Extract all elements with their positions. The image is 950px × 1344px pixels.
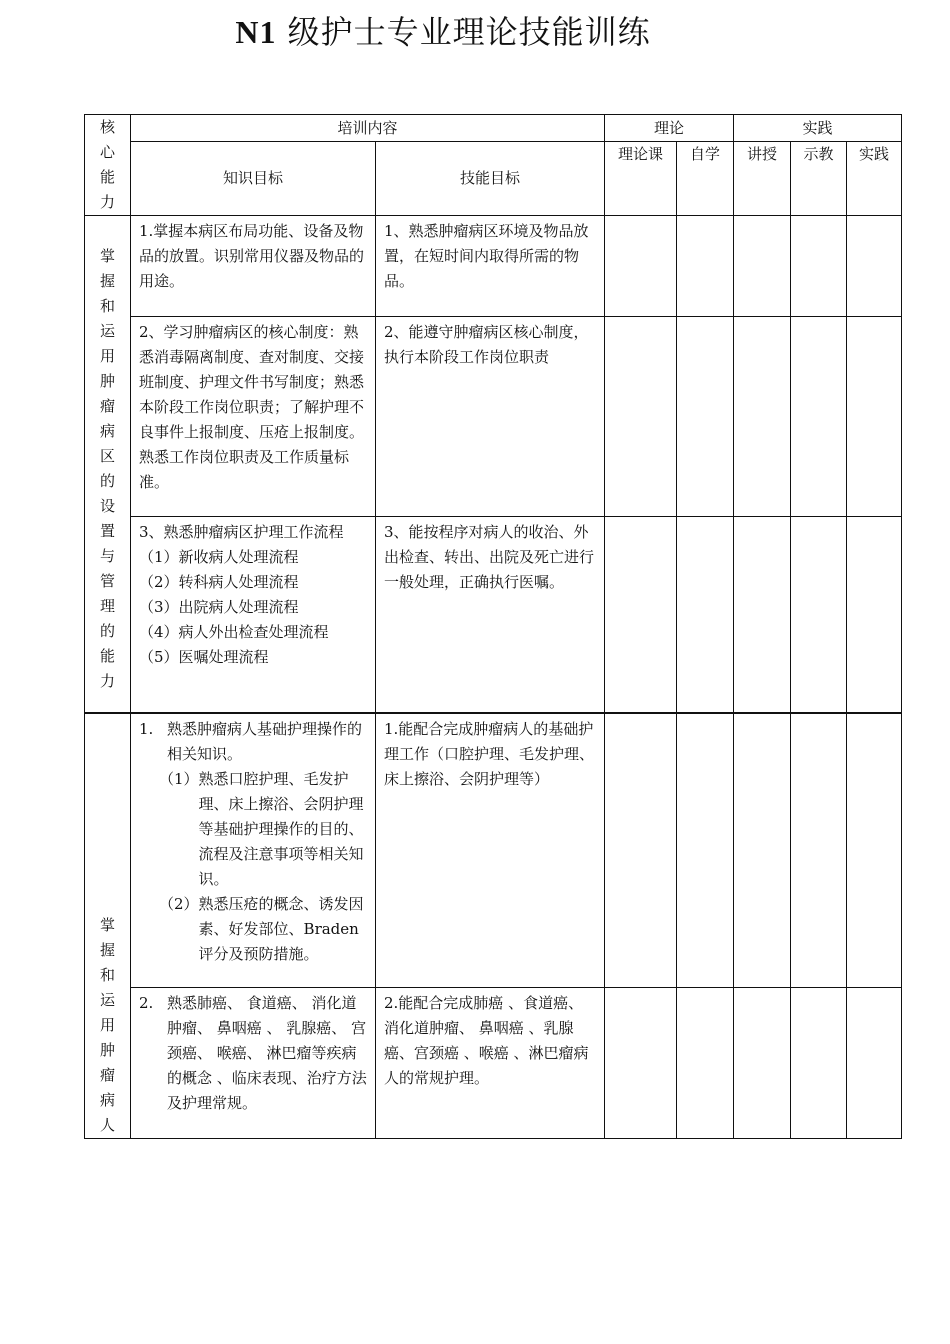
s2-row2-knowledge-text: 熟悉肺癌、 食道癌、 消化道肿瘤、 鼻咽癌 、 乳腺癌、 宫颈癌、 喉癌、 淋巴瘤等疾病的概念 、临床表现、治疗方法及护理常规。 <box>167 993 367 1112</box>
s2-row2-num: 2. <box>139 993 154 1012</box>
s2-row2-self-study <box>677 987 734 1138</box>
list-item: （2）转科病人处理流程 <box>139 573 299 591</box>
s1-row3-theory-class <box>605 517 677 713</box>
header-knowledge-goal: 知识目标 <box>131 142 376 216</box>
s2-row2-skill: 2.能配合完成肺癌 、食道癌、消化道肿瘤、 鼻咽癌 、乳腺癌、宫颈癌 、喉癌 、淋巴瘤病人的常规护理。 <box>376 987 605 1138</box>
list-item: （1）新收病人处理流程 <box>139 548 299 566</box>
s1-row3-demo <box>791 517 847 713</box>
s1-row2-self-study <box>677 317 734 517</box>
s1-row1-practice <box>847 216 902 317</box>
s1-row3-lecture <box>734 517 791 713</box>
s2-row1-practice <box>847 713 902 988</box>
s2-row1-num: 1. <box>139 719 154 738</box>
s1-row3-skill: 3、能按程序对病人的收治、外出检查、转出、出院及死亡进行一般处理，正确执行医嘱。 <box>376 517 605 713</box>
s1-row1-self-study <box>677 216 734 317</box>
s2-row2-knowledge <box>131 987 376 1138</box>
s1-row1-skill: 1、熟悉肿瘤病区环境及物品放置，在短时间内取得所需的物品。 <box>376 216 605 317</box>
s2-row2-lecture <box>734 987 791 1138</box>
header-practice-col: 实践 <box>847 142 902 216</box>
header-theory: 理论 <box>605 115 734 142</box>
page-title: N1 级护士专业理论技能训练 <box>235 13 651 51</box>
header-training-content: 培训内容 <box>131 115 605 142</box>
s1-row3-knowledge-title: 3、熟悉肿瘤病区护理工作流程 <box>139 523 344 541</box>
s2-sub1-num: （1） <box>159 769 199 788</box>
s2-row1-theory-class <box>605 713 677 988</box>
s2-row1-demo <box>791 713 847 988</box>
s2-row2-practice <box>847 987 902 1138</box>
s2-sub2-text: 熟悉压疮的概念、诱发因素、好发部位、Braden 评分及预防措施。 <box>198 894 364 963</box>
s2-row1-lecture <box>734 713 791 988</box>
s2-sub1-text: 熟悉口腔护理、毛发护理、床上擦浴、会阴护理等基础护理操作的目的、流程及注意事项等相关知识。 <box>198 769 364 888</box>
s1-row2-practice <box>847 317 902 517</box>
s2-row1-knowledge <box>131 713 376 988</box>
header-demo: 示教 <box>791 142 847 216</box>
header-core-ability: 核 心 能 力 <box>85 115 131 216</box>
s1-row2-theory-class <box>605 317 677 517</box>
s1-row1-lecture <box>734 216 791 317</box>
header-skill-goal: 技能目标 <box>376 142 605 216</box>
s1-row3-practice <box>847 517 902 713</box>
list-item: （5）医嘱处理流程 <box>139 648 269 666</box>
s2-row1-skill: 1.能配合完成肿瘤病人的基础护理工作（口腔护理、毛发护理、床上擦浴、会阴护理等） <box>376 713 605 988</box>
s2-row1-self-study <box>677 713 734 988</box>
training-table <box>84 114 902 1139</box>
header-self-study: 自学 <box>677 142 734 216</box>
s1-row3-knowledge <box>131 517 376 713</box>
s1-row2-demo <box>791 317 847 517</box>
s1-row1-theory-class <box>605 216 677 317</box>
s2-row2-demo <box>791 987 847 1138</box>
s1-row2-knowledge: 2、学习肿瘤病区的核心制度：熟悉消毒隔离制度、查对制度、交接班制度、护理文件书写制度；熟悉本阶段工作岗位职责；了解护理不良事件上报制度、压疮上报制度。熟悉工作岗位职责及工作质量标准。 <box>131 317 376 517</box>
s1-row1-demo <box>791 216 847 317</box>
section2-label: 掌 握 和 运 用 肿 瘤 病 人 <box>85 713 131 1139</box>
s2-row1-knowledge-title: 熟悉肿瘤病人基础护理操作的相关知识。 <box>167 719 363 763</box>
list-item: （4）病人外出检查处理流程 <box>139 623 329 641</box>
section1-label: 掌 握 和 运 用 肿 瘤 病 区 的 设 置 与 管 理 的 能 力 <box>85 216 131 713</box>
header-lecture: 讲授 <box>734 142 791 216</box>
s1-row3-self-study <box>677 517 734 713</box>
header-practice: 实践 <box>734 115 902 142</box>
s1-row2-lecture <box>734 317 791 517</box>
list-item: （3）出院病人处理流程 <box>139 598 299 616</box>
header-theory-class: 理论课 <box>605 142 677 216</box>
s2-sub2-num: （2） <box>159 894 199 913</box>
s2-row2-theory-class <box>605 987 677 1138</box>
s1-row1-knowledge: 1.掌握本病区布局功能、设备及物品的放置。识别常用仪器及物品的用途。 <box>131 216 376 317</box>
s1-row2-skill: 2、能遵守肿瘤病区核心制度，执行本阶段工作岗位职责 <box>376 317 605 517</box>
